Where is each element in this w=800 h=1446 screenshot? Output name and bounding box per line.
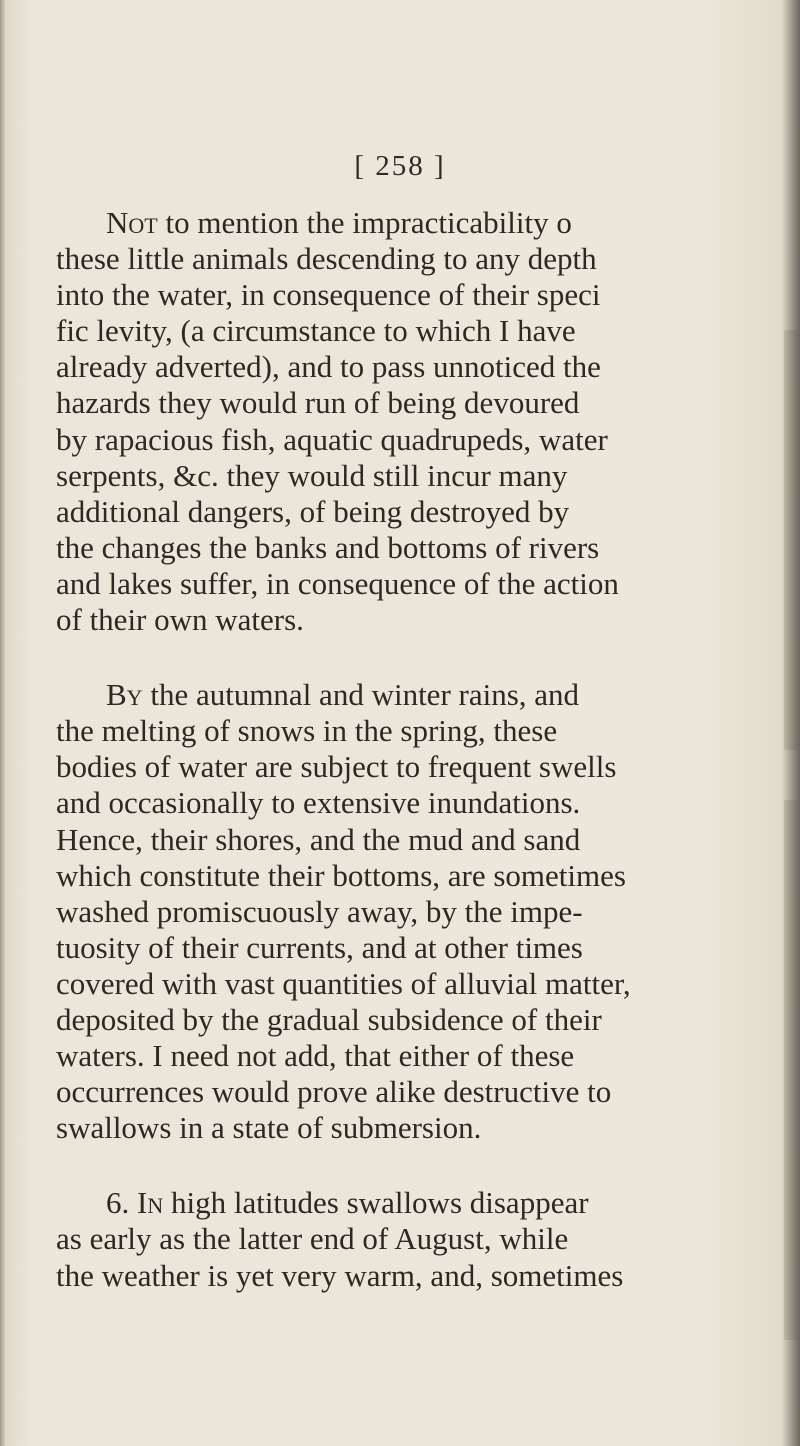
text-line: washed promiscuously away, by the impe- [56, 893, 583, 929]
text-line: already adverted), and to pass unnoticed the [56, 349, 601, 385]
text-line: into the water, in consequence of their speci [56, 277, 601, 313]
text-line: tuosity of their currents, and at other times [56, 929, 583, 965]
text-line: these little animals descending to any depth [56, 241, 597, 277]
text-line: which constitute their bottoms, are sometimes [56, 857, 626, 893]
text-line: the weather is yet very warm, and, sometimes [56, 1257, 624, 1293]
text-line: serpents, &c. they would still incur many [56, 457, 568, 493]
text-line: Hence, their shores, and the mud and sand [56, 821, 581, 857]
text-line: deposited by the gradual subsidence of their [56, 1001, 602, 1037]
text-line: fic levity, (a circumstance to which I have [56, 313, 576, 349]
text-line: of their own waters. [56, 602, 304, 638]
text-line: covered with vast quantities of alluvial matter, [56, 965, 631, 1001]
page-left-edge [0, 0, 6, 1446]
text-line: by rapacious fish, aquatic quadrupeds, water [56, 421, 608, 457]
text-line: swallows in a state of submersion. [56, 1110, 482, 1146]
text-line: and occasionally to extensive inundations. [56, 785, 581, 821]
text-line: the changes the banks and bottoms of rivers [56, 529, 600, 565]
text-line: and lakes suffer, in consequence of the action [56, 565, 619, 601]
text-line: waters. I need not add, that either of these [56, 1038, 575, 1074]
paragraph-3 [56, 1185, 800, 1293]
text-line: By the autumnal and winter rains, and [106, 677, 580, 713]
text-line: Not to mention the impracticability o [106, 205, 572, 240]
paragraph-1 [56, 205, 800, 638]
paragraph-spacer [56, 1146, 800, 1185]
text-line: occurrences would prove alike destructive to [56, 1074, 612, 1110]
paragraph-lead: By [106, 677, 143, 713]
paragraph-spacer [56, 638, 800, 677]
text-line: additional dangers, of being destroyed by [56, 493, 570, 529]
body-text [56, 205, 800, 1294]
text-line: bodies of water are subject to frequent swells [56, 749, 617, 785]
paragraph-lead: In [137, 1185, 164, 1221]
section-number: 6. [106, 1185, 137, 1221]
paragraph-lead: Not [106, 205, 158, 240]
text-line: 6. In high latitudes swallows disappear [106, 1185, 589, 1221]
paragraph-2 [56, 677, 800, 1146]
text-line: as early as the latter end of August, while [56, 1221, 569, 1257]
page-number: [ 258 ] [354, 150, 446, 182]
text-line: hazards they would run of being devoured [56, 385, 580, 421]
text-line: the melting of snows in the spring, these [56, 713, 558, 749]
